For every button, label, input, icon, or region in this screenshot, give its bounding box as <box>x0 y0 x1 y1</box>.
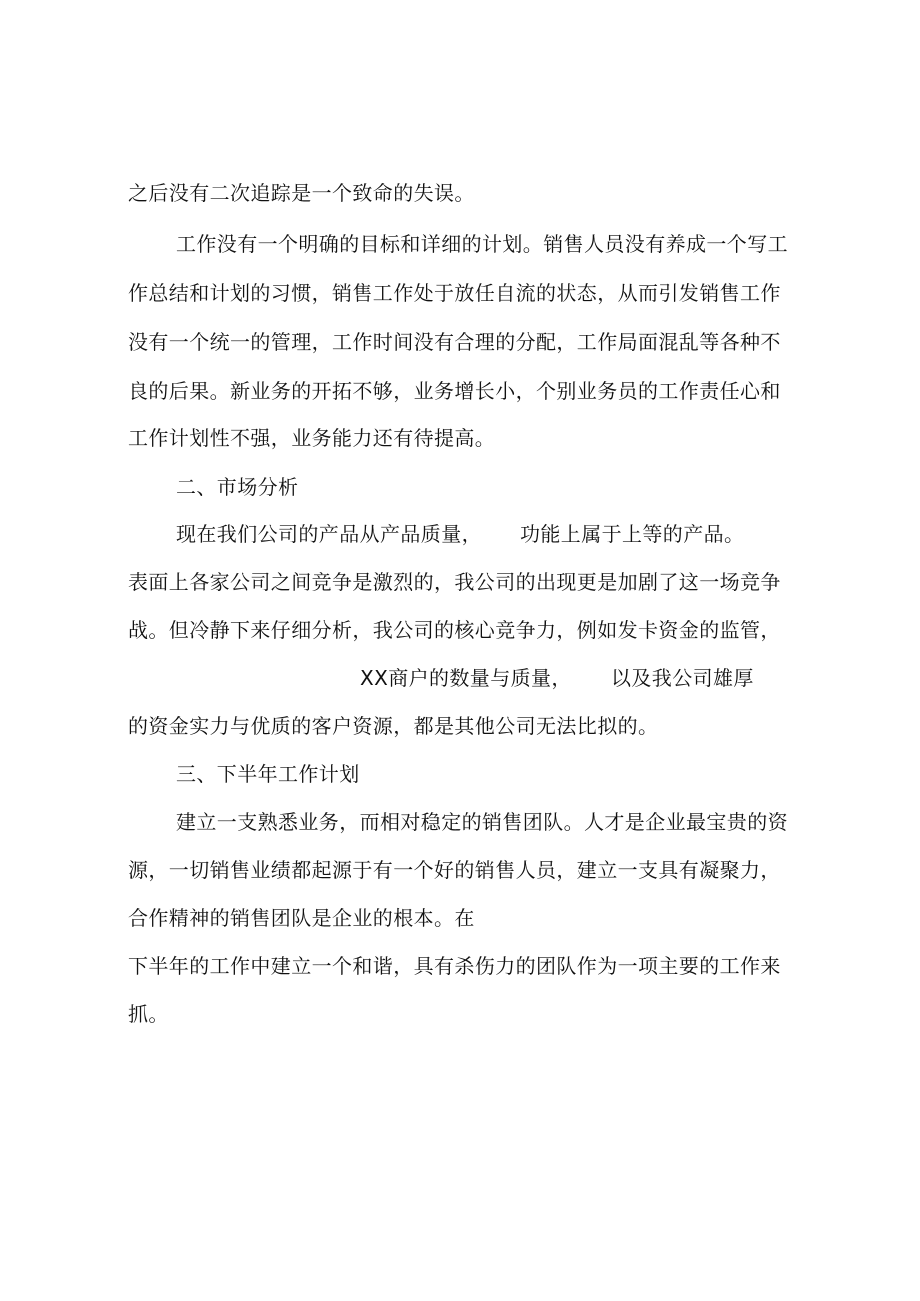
paragraph-line: 以及我公司雄厚 <box>611 666 754 690</box>
paragraph-line: 表面上各家公司之间竞争是激烈的，我公司的出现更是加剧了这一场竞争 <box>128 570 781 594</box>
section-heading: 三、下半年工作计划 <box>176 762 360 786</box>
paragraph-line: XX商户的数量与质量， <box>360 666 572 690</box>
paragraph-line: 战。但冷静下来仔细分析，我公司的核心竞争力，例如发卡资金的监管， <box>128 618 781 642</box>
paragraph-line: 之后没有二次追踪是一个致命的失误。 <box>128 181 475 205</box>
paragraph-line: 功能上属于上等的产品。 <box>520 522 745 546</box>
paragraph-line: 没有一个统一的管理，工作时间没有合理的分配，工作局面混乱等各种不 <box>128 330 781 354</box>
paragraph-line: 良的后果。新业务的开拓不够，业务增长小，个别业务员的工作责任心和 <box>128 379 781 403</box>
paragraph-line: 抓。 <box>128 1002 169 1026</box>
paragraph-line: 建立一支熟悉业务，而相对稳定的销售团队。人才是企业最宝贵的资 <box>176 810 788 834</box>
paragraph-line: 的资金实力与优质的客户资源，都是其他公司无法比拟的。 <box>128 714 659 738</box>
section-heading: 二、市场分析 <box>176 475 299 499</box>
paragraph-line: 合作精神的销售团队是企业的根本。在 <box>128 906 475 930</box>
paragraph-line: 作总结和计划的习惯，销售工作处于放任自流的状态，从而引发销售工作 <box>128 281 781 305</box>
paragraph-line: 工作没有一个明确的目标和详细的计划。销售人员没有养成一个写工 <box>176 232 788 256</box>
paragraph-line: 下半年的工作中建立一个和谐，具有杀伤力的团队作为一项主要的工作来 <box>128 954 781 978</box>
paragraph-line: 工作计划性不强，业务能力还有待提高。 <box>128 426 496 450</box>
paragraph-line: 源，一切销售业绩都起源于有一个好的销售人员，建立一支具有凝聚力， <box>128 858 781 882</box>
paragraph-line: 现在我们公司的产品从产品质量， <box>176 522 482 546</box>
